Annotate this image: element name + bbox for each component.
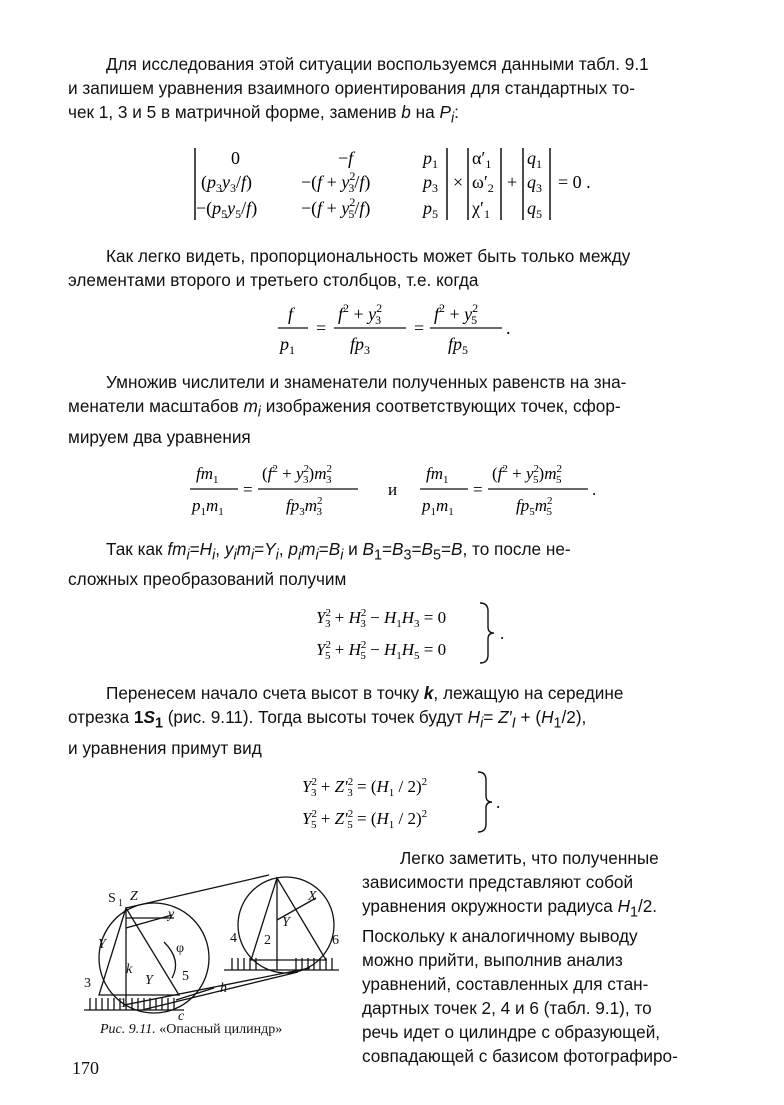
svg-text:−(f + y23/f): $-(f + y^2$ 3/f)	[301, 169, 371, 196]
proportion-equation	[68, 298, 728, 356]
svg-text:(f2 + y25)m25: ($f^2 + y^2$ $5)m^2$ 5	[492, 462, 562, 486]
p1-var-i: i	[450, 110, 455, 127]
rc-line-5: можно прийти, выполнив анализ	[362, 950, 623, 971]
svg-text:f: f	[288, 304, 294, 325]
svg-text:p1m1: $p_1m_1$	[422, 495, 454, 518]
p5-line2-wrap: отрезка $1S_1$ (рис. 9.11). Тогда высоты точек будут $H_i= Z'_I + (H_1/2)$,	[68, 707, 587, 732]
svg-text:.: .	[592, 479, 597, 499]
svg-text:0: 0	[231, 148, 240, 169]
svg-text:fp5m25: $fp_5m^2$ 5	[516, 494, 553, 518]
svg-text:S: S	[108, 891, 116, 906]
p5-line2b: (рис. 9.11). Тогда высоты точек будут	[167, 707, 463, 728]
svg-text:p5: $p_5$	[423, 198, 438, 222]
p1-line3: чек 1, 3 и 5 в матричной форме, заменив	[68, 102, 397, 122]
svg-text:fp3: $fp_3$	[350, 334, 371, 357]
svg-text:k: k	[126, 962, 133, 977]
svg-text:α′1: $\alpha'_1$	[472, 148, 492, 172]
svg-text:q5: $q_5$	[527, 198, 542, 222]
p1-var-b: b	[401, 102, 411, 122]
p5-line2a: отрезка	[68, 707, 130, 728]
svg-text:−f: −f	[338, 148, 354, 169]
p3-line2-wrap: менатели масштабов $m_i$ изображения соответствующих точек, сфор-	[68, 396, 621, 421]
p1-var-P: P	[439, 102, 451, 122]
svg-text:−(f + y25/f): $-(f + y^2$ 5/f)	[301, 195, 371, 222]
svg-text:=: =	[243, 479, 253, 499]
p5-line1a: Перенесем начало счета высот в точку	[106, 683, 420, 704]
scaled-equations	[68, 457, 728, 521]
figure-caption	[100, 1022, 282, 1038]
matrix-equation	[68, 144, 728, 224]
svg-text:X: X	[308, 889, 317, 904]
svg-text:(p3y3/f): $(p_3y_3/f)$	[201, 172, 253, 196]
p1-line2: и запишем уравнения взаимного ориентирования для стандартных то-	[68, 78, 635, 98]
paragraph-4: Так как $fm_i=H_i$, $y_im_i=Y_i$, $p_im_i=B_i$ и $B_1=B_3=B_5=B$, то после не-	[106, 538, 571, 564]
svg-text:p1: $p_1$	[423, 148, 438, 172]
svg-text:Y: Y	[282, 915, 290, 930]
svg-text:=: =	[414, 318, 425, 339]
svg-text:и: и	[388, 479, 398, 499]
paragraph-3	[68, 370, 728, 394]
rc-line-2: зависимости представляют собой	[362, 872, 634, 892]
paragraph-1	[68, 52, 728, 76]
svg-text:4: 4	[230, 931, 237, 946]
right-column-text	[362, 846, 714, 1068]
rc-line-6: уравнений, составленных для стан-	[362, 974, 649, 995]
svg-text:Y23 + Z′23 = (H1 / 2)2: $Y^2$ $3 + Z'^2$ $3 = (H_1 / 2)^2$	[302, 775, 428, 799]
p1-line2-wrap	[68, 76, 728, 100]
rc-line-4: Поскольку к аналогичному выводу	[362, 926, 638, 947]
p5-line3-wrap	[68, 736, 728, 760]
svg-text:Y: Y	[98, 937, 106, 952]
paragraph-5: Перенесем начало счета высот в точку k, лежащую на середине	[106, 683, 624, 704]
svg-text:=: =	[316, 318, 327, 339]
rc-line-1: Легко заметить, что полученные	[400, 848, 659, 868]
svg-text:ω′2: $\omega'_2$	[472, 172, 494, 196]
svg-text:5: 5	[182, 969, 189, 984]
page-body	[68, 52, 728, 834]
svg-text:(f2 + y23)m23: ($f^2 + y^2$ $3)m^2$ 3	[262, 462, 332, 486]
p4-line1b: то после не-	[472, 538, 571, 559]
svg-text:×: ×	[453, 172, 464, 193]
svg-text:f2 + y23: $f^2 + y^2$ 3	[338, 301, 383, 328]
figure-caption-text: «Опасный цилиндр»	[159, 1022, 283, 1037]
p5-line1b: , лежащую на середине	[433, 683, 624, 704]
p3-line3: мируем два уравнения	[68, 426, 251, 447]
rc-line-3: уравнения окружности радиуса	[362, 896, 613, 916]
svg-text:φ: φ	[176, 941, 185, 956]
p3-line1: Умножив числители и знаменатели полученных равенств на зна-	[106, 372, 627, 393]
p1-na: на	[415, 102, 435, 122]
svg-text:+: +	[507, 172, 518, 193]
svg-text:h: h	[220, 981, 227, 996]
p5-line3: и уравнения примут вид	[68, 737, 262, 758]
svg-text:3: 3	[84, 976, 91, 991]
svg-text:fm1: $fm_1$	[196, 463, 219, 486]
svg-text:Y23 + H23 − H1H3 = 0: $Y^2$ $3 + H^2$ $3 - H_1H_3 = 0$	[316, 607, 447, 631]
p2-line2: элементами второго и третьего столбцов, т.е. когда	[68, 270, 479, 291]
paragraph-2	[68, 244, 728, 268]
svg-text:.: .	[506, 318, 511, 339]
rc-line-7: дартных точек 2, 4 и 6 (табл. 9.1), то	[362, 998, 652, 1019]
system-equation-2	[68, 768, 728, 834]
figure-dangerous-cylinder	[64, 870, 344, 1020]
svg-text:Y: Y	[145, 973, 153, 988]
svg-text:2: 2	[264, 933, 271, 948]
rc-line-8: речь идет о цилиндре с образующей,	[362, 1022, 661, 1043]
p4-line2: сложных преобразований получим	[68, 569, 347, 590]
rc-line-9: совпадающей с базисом фотографиро-	[362, 1046, 678, 1067]
svg-text:p3: $p_3$	[423, 172, 438, 196]
svg-text:p1m1: $p_1m_1$	[192, 495, 224, 518]
svg-text:q1: $q_1$	[527, 148, 542, 172]
p2-line2-wrap	[68, 268, 728, 292]
svg-text:1: 1	[118, 898, 123, 909]
svg-text:f2 + y25: $f^2 + y^2$ 5	[434, 301, 479, 328]
svg-text:fp3m23: $fp_3m^2$ 3	[286, 494, 323, 518]
svg-text:.: .	[500, 624, 505, 644]
svg-text:6: 6	[332, 933, 339, 948]
svg-text:fm1: $fm_1$	[426, 463, 449, 486]
p3-line3-wrap	[68, 425, 728, 449]
p3-line2b: изображения соответствующих точек, сфор-	[265, 396, 621, 417]
p4-line2-wrap	[68, 567, 728, 591]
p1-line1: Для исследования этой ситуации воспользуемся данными табл. 9.1	[106, 54, 649, 74]
svg-text:=: =	[473, 479, 483, 499]
svg-text:−(p5y5/f): $-(p_5y_5/f)$	[196, 198, 258, 222]
p4-line1a: Так как	[106, 538, 163, 559]
svg-text:Y25 + Z′25 = (H1 / 2)2: $Y^2$ $5 + Z'^2$ $5 = (H_1 / 2)^2$	[302, 807, 428, 831]
svg-text:1: 1	[120, 996, 127, 1011]
svg-text:p1: $p_1$	[280, 334, 295, 357]
svg-text:c: c	[178, 1009, 185, 1020]
svg-text:q3: $q_3$	[527, 172, 542, 196]
svg-text:y: y	[168, 907, 175, 922]
p3-line2a: менатели масштабов	[68, 396, 239, 417]
svg-text:χ′1: $\chi'_1$	[472, 198, 490, 222]
figure-caption-number: Рис. 9.11.	[100, 1022, 156, 1037]
p1-line3-wrap: чек 1, 3 и 5 в матричной форме, заменив b на $P_i$:	[68, 102, 459, 127]
svg-text:.: .	[496, 792, 501, 812]
p2-line1: Как легко видеть, пропорциональность может быть только между	[106, 246, 631, 267]
svg-text:Y25 + H25 − H1H5 = 0: $Y^2$ $5 + H^2$ $5 - H_1H_5 = 0$	[316, 639, 447, 663]
svg-text:= 0 .: = 0 .	[558, 172, 591, 193]
system-equation-1	[68, 599, 728, 665]
svg-text:fp5: $fp_5$	[448, 334, 469, 357]
page-number: 170	[72, 1058, 99, 1078]
svg-text:Z: Z	[130, 889, 138, 904]
rc-line-3-wrap: уравнения окружности радиуса $H_1/2$.	[362, 896, 658, 921]
